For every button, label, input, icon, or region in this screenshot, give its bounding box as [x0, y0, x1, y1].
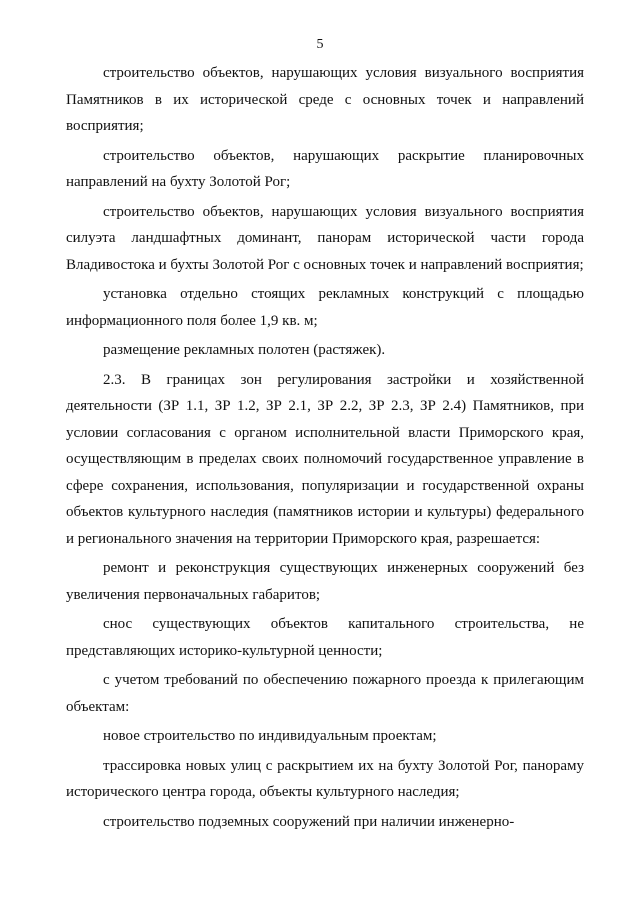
section-paragraph: 2.3. В границах зон регулирования застройки и хозяйственной деятельности (ЗР 1.1, ЗР 1.2, ЗР 2.1, ЗР 2.2, ЗР 2.3, ЗР 2.4) Памятников, при условии согласования с органом исполнительной власти Приморского края, осуществляющим в пределах своих полномочий государственное управление в сфере сохранения, использования, популяризации и государственной охраны объектов культурного наследия (памятников истории и культуры) федерального и регионального значения на территории Приморского края, разрешается: — [66, 371, 584, 547]
paragraph: строительство объектов, нарушающих раскрытие планировочных направлений на бухту Золотой Рог; — [66, 147, 584, 190]
paragraph: трассировка новых улиц с раскрытием их на бухту Золотой Рог, панораму исторического центра города, объекты культурного наследия; — [66, 757, 584, 800]
paragraph: строительство объектов, нарушающих условия визуального восприятия силуэта ландшафтных доминант, панорам исторической части города Владивостока и бухты Золотой Рог с основных точек и направлений восприятия; — [66, 203, 584, 273]
paragraph: установка отдельно стоящих рекламных конструкций с площадью информационного поля более 1,9 кв. м; — [66, 286, 584, 329]
paragraph: новое строительство по индивидуальным проектам; — [103, 728, 437, 744]
page-number: 5 — [316, 37, 324, 52]
paragraph: строительство подземных сооружений при наличии инженерно- — [103, 813, 515, 830]
paragraph: строительство объектов, нарушающих условия визуального восприятия Памятников в их исторической среде с основных точек и направлений восприятия; — [66, 65, 584, 134]
paragraph: снос существующих объектов капитального строительства, не представляющих историко-культурной ценности; — [66, 616, 584, 659]
paragraph: размещение рекламных полотен (растяжек). — [103, 342, 386, 358]
paragraph: ремонт и реконструкция существующих инженерных сооружений без увеличения первоначальных габаритов; — [66, 560, 584, 603]
paragraph: с учетом требований по обеспечению пожарного проезда к прилегающим объектам: — [66, 672, 584, 715]
document-body — [66, 60, 584, 838]
